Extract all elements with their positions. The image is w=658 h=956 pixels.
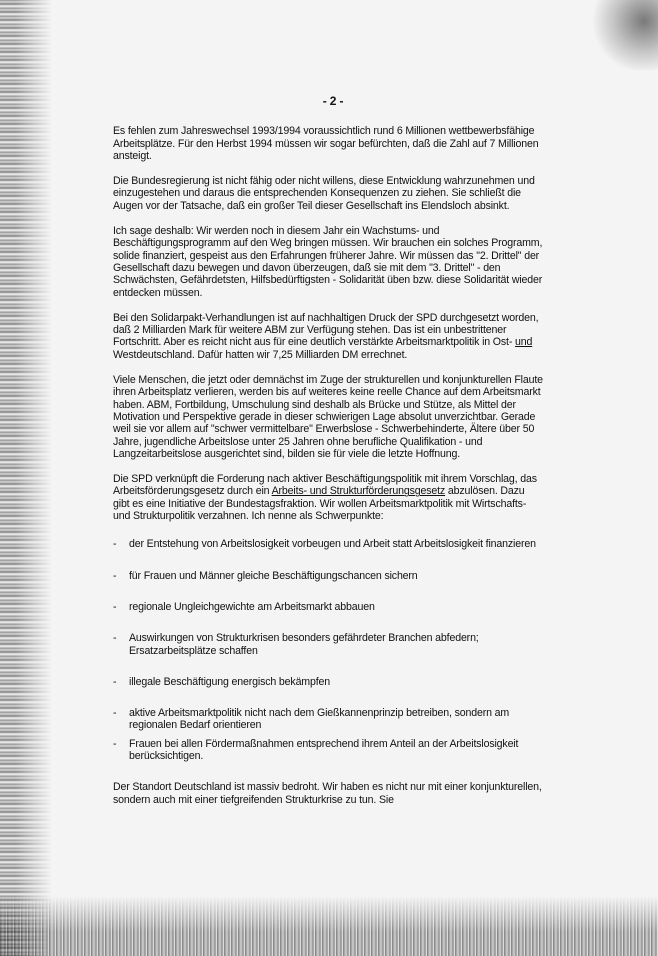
list-item-text: Frauen bei allen Fördermaßnahmen entsprechend ihrem Anteil an der Arbeitslosigkeit berücksichtigen.	[129, 737, 519, 762]
list-item-text: Auswirkungen von Strukturkrisen besonders gefährdeter Branchen abfedern; Ersatzarbeitsplätze schaffen	[129, 632, 479, 657]
page-number: - 2 -	[322, 94, 344, 108]
priority-list	[113, 538, 543, 762]
paragraph-4-text-b: Westdeutschland. Dafür hatten wir 7,25 Milliarden DM errechnet.	[113, 348, 408, 361]
list-item-text: regionale Ungleichgewichte am Arbeitsmarkt abbauen	[129, 600, 375, 613]
list-item	[113, 538, 543, 550]
list-item	[113, 738, 543, 763]
paragraph-5: Viele Menschen, die jetzt oder demnächst im Zuge der strukturellen und konjunkturellen Flaute ihren Arbeitsplatz verlieren, werden bis auf weiteres keine reelle Chance auf dem Arbeitsmarkt haben. ABM, Fortbildung, Umschulung sind deshalb als Brücke und Stütze, als Mittel der Motivation und Perspektive gerade in dieser schwierigen Lage absolut unverzichtbar. Gerade weil sie vor allem auf "schwer vermittelbare" Erwerbslose - Schwerbehinderte, Ältere über 50 Jahre, jugendliche Arbeitslose unter 25 Jahren ohne berufliche Qualifikation - und Langzeitarbeitslose ausgerichtet sind, bilden sie für viele die letzte Hoffnung.	[113, 374, 543, 460]
list-item-text: der Entstehung von Arbeitslosigkeit vorbeugen und Arbeit statt Arbeitslosigkeit finanzieren	[129, 538, 536, 551]
list-dash: -	[113, 569, 117, 582]
list-dash: -	[113, 632, 117, 645]
list-item	[113, 676, 543, 688]
paragraph-1: Es fehlen zum Jahreswechsel 1993/1994 voraussichtlich rund 6 Millionen wettbewerbsfähige Arbeitsplätze. Für den Herbst 1994 müssen wir sogar befürchten, daß die Zahl auf 7 Millionen ansteigt.	[113, 125, 539, 162]
paragraph-7: Der Standort Deutschland ist massiv bedroht. Wir haben es nicht nur mit einer konjunkturellen, sondern auch mit einer tiefgreifenden Strukturkrise zu tun. Sie	[113, 781, 542, 806]
list-item	[113, 570, 543, 582]
list-dash: -	[113, 675, 117, 688]
paragraph-6-underlined: Arbeits- und Strukturförderungsgesetz	[271, 485, 446, 498]
scan-shadow-corner	[588, 0, 658, 70]
paragraph-6-text-a: Die SPD verknüpft die Forderung nach aktiver Beschäftigungspolitik mit ihrem Vorschlag, das Arbeitsförderungsgesetz durch ein	[113, 473, 537, 498]
scan-shadow-bottom	[0, 896, 658, 956]
list-item	[113, 601, 543, 613]
list-item-text: illegale Beschäftigung energisch bekämpfen	[129, 675, 331, 688]
list-dash: -	[113, 707, 117, 720]
list-item	[113, 707, 543, 732]
paragraph-3: Ich sage deshalb: Wir werden noch in diesem Jahr ein Wachstums- und Beschäftigungsprogramm auf den Weg bringen müssen. Wir brauchen ein solches Programm, solide finanziert, gespeist aus den Erfahrungen früherer Jahre. Wir müssen das "2. Drittel" der Gesellschaft dazu bewegen und davon überzeugen, daß sie mit dem "3. Drittel" - den Schwächsten, Gefährdetsten, Hilfsbedürftigsten - Solidarität üben bzw. diese Solidarität wieder entdecken müssen.	[113, 225, 543, 299]
scan-shadow-left	[0, 0, 52, 956]
paragraph-4	[113, 312, 543, 361]
paragraph-4-underlined: und	[515, 336, 533, 349]
list-dash: -	[113, 737, 117, 750]
paragraph-2: Die Bundesregierung ist nicht fähig oder nicht willens, diese Entwicklung wahrzunehmen und einzugestehen und daraus die entsprechenden Konsequenzen zu ziehen. Sie schließt die Augen vor der Tatsache, daß ein großer Teil dieser Gesellschaft ins Elendsloch absinkt.	[113, 175, 535, 212]
list-dash: -	[113, 600, 117, 613]
paragraph-6-text-b: abzulösen. Dazu gibt es eine Initiative der Bundestagsfraktion. Wir wollen Arbeitsmarktpolitik mit Wirtschafts- und Strukturpolitik verzahnen. Ich nenne als Schwerpunkte:	[113, 485, 527, 523]
paragraph-4-text-a: Bei den Solidarpakt-Verhandlungen ist auf nachhaltigen Druck der SPD durchgesetzt worden, daß 2 Milliarden Mark für weitere ABM zur Verfügung stehen. Das ist ein unbestrittener Fortschritt. Aber es reicht nicht aus für eine deutlich verstärkte Arbeitsmarktpolitik in Ost-	[113, 311, 539, 349]
list-item-text: aktive Arbeitsmarktpolitik nicht nach dem Gießkannenprinzip betreiben, sondern am regionalen Bedarf orientieren	[129, 707, 510, 732]
list-dash: -	[113, 538, 117, 551]
list-item-text: für Frauen und Männer gleiche Beschäftigungschancen sichern	[129, 569, 418, 582]
document-page	[113, 95, 543, 819]
paragraph-6	[113, 473, 543, 522]
list-item	[113, 632, 543, 657]
